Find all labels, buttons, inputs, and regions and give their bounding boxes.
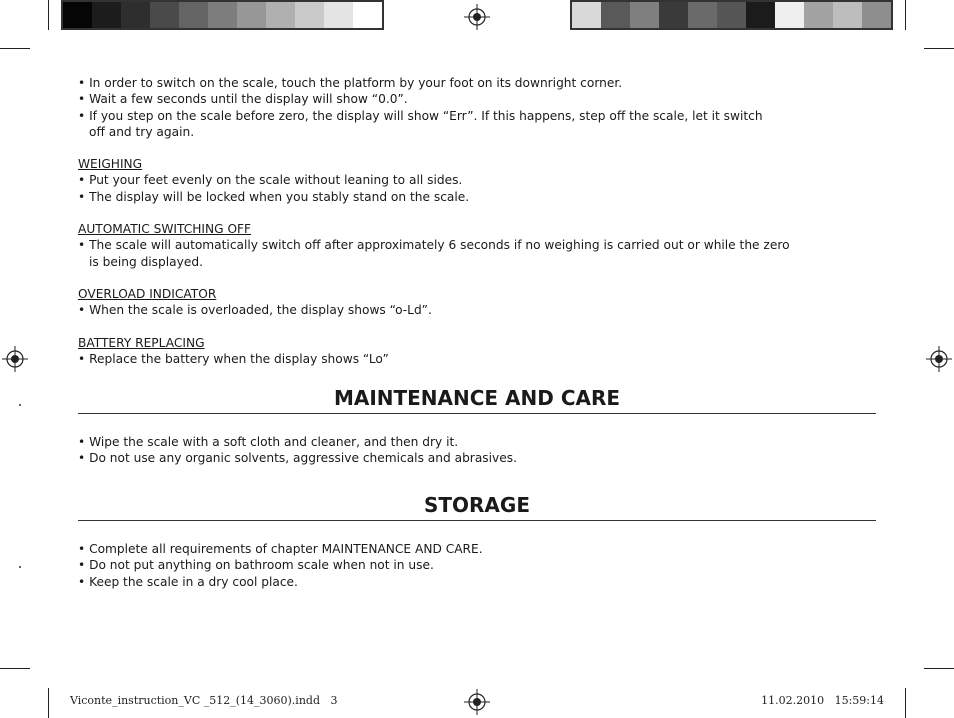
overload-line: • When the scale is overloaded, the display shows “o-Ld”. <box>78 303 432 318</box>
battery-line: • Replace the battery when the display shows “Lo” <box>78 351 389 366</box>
weighing-heading: WEIGHING <box>78 157 143 172</box>
swatch <box>630 2 659 28</box>
crop-mark <box>924 668 954 669</box>
swatch <box>237 2 266 28</box>
color-bar-right <box>570 0 893 30</box>
swatch <box>63 2 92 28</box>
swatch <box>266 2 295 28</box>
list-item: • Keep the scale in a dry cool place. <box>78 574 298 589</box>
swatch <box>324 2 353 28</box>
stray-dot <box>19 404 21 406</box>
weighing-line: • The display will be locked when you stably stand on the scale. <box>78 189 470 204</box>
swatch <box>92 2 121 28</box>
weighing-line: • Put your feet evenly on the scale without leaning to all sides. <box>78 173 463 188</box>
crop-mark <box>924 48 954 49</box>
swatch <box>150 2 179 28</box>
crop-mark <box>48 0 49 30</box>
crop-mark <box>0 48 30 49</box>
swatch <box>659 2 688 28</box>
registration-mark-icon <box>464 689 490 715</box>
auto-off-heading: AUTOMATIC SWITCHING OFF <box>78 222 252 237</box>
auto-off-line: • The scale will automatically switch off after approximately 6 seconds if no weighing is carried out or while the zero <box>78 238 790 253</box>
crop-mark <box>905 688 906 718</box>
maintenance-title: MAINTENANCE AND CARE <box>78 386 876 414</box>
footer-filename: Viconte_instruction_VC _512_(14_3060).indd 3 <box>70 694 338 707</box>
swatch <box>746 2 775 28</box>
registration-mark-icon <box>926 346 952 372</box>
list-item: • Do not use any organic solvents, aggressive chemicals and abrasives. <box>78 451 517 466</box>
color-bar-left <box>61 0 384 30</box>
list-item: • Complete all requirements of chapter MAINTENANCE AND CARE. <box>78 542 483 556</box>
swatch <box>775 2 804 28</box>
overload-heading: OVERLOAD INDICATOR <box>78 286 217 301</box>
intro-line: • Wait a few seconds until the display will show “0.0”. <box>78 92 408 107</box>
swatch <box>717 2 746 28</box>
swatch <box>601 2 630 28</box>
intro-line: off and try again. <box>89 124 195 139</box>
storage-list <box>78 541 483 590</box>
swatch <box>572 2 601 28</box>
list-item: • Wipe the scale with a soft cloth and cleaner, and then dry it. <box>78 435 459 449</box>
footer-datetime: 11.02.2010 15:59:14 <box>761 694 884 707</box>
instruction-body <box>78 75 878 367</box>
swatch <box>688 2 717 28</box>
maintenance-list <box>78 434 517 467</box>
registration-mark-icon <box>464 4 490 30</box>
swatch <box>833 2 862 28</box>
crop-mark <box>0 668 30 669</box>
registration-mark-icon <box>2 346 28 372</box>
crop-mark <box>48 688 49 718</box>
swatch <box>121 2 150 28</box>
crop-mark <box>905 0 906 30</box>
list-item: • Do not put anything on bathroom scale when not in use. <box>78 558 434 573</box>
swatch <box>295 2 324 28</box>
intro-line: • In order to switch on the scale, touch the platform by your foot on its downright corner. <box>78 76 623 90</box>
swatch <box>862 2 891 28</box>
auto-off-line: is being displayed. <box>89 254 203 269</box>
swatch <box>353 2 382 28</box>
swatch <box>208 2 237 28</box>
intro-line: • If you step on the scale before zero, the display will show “Err”. If this happens, step off the scale, let it switch <box>78 108 763 123</box>
swatch <box>804 2 833 28</box>
storage-title: STORAGE <box>78 493 876 521</box>
battery-heading: BATTERY REPLACING <box>78 335 205 350</box>
stray-dot <box>19 566 21 568</box>
swatch <box>179 2 208 28</box>
